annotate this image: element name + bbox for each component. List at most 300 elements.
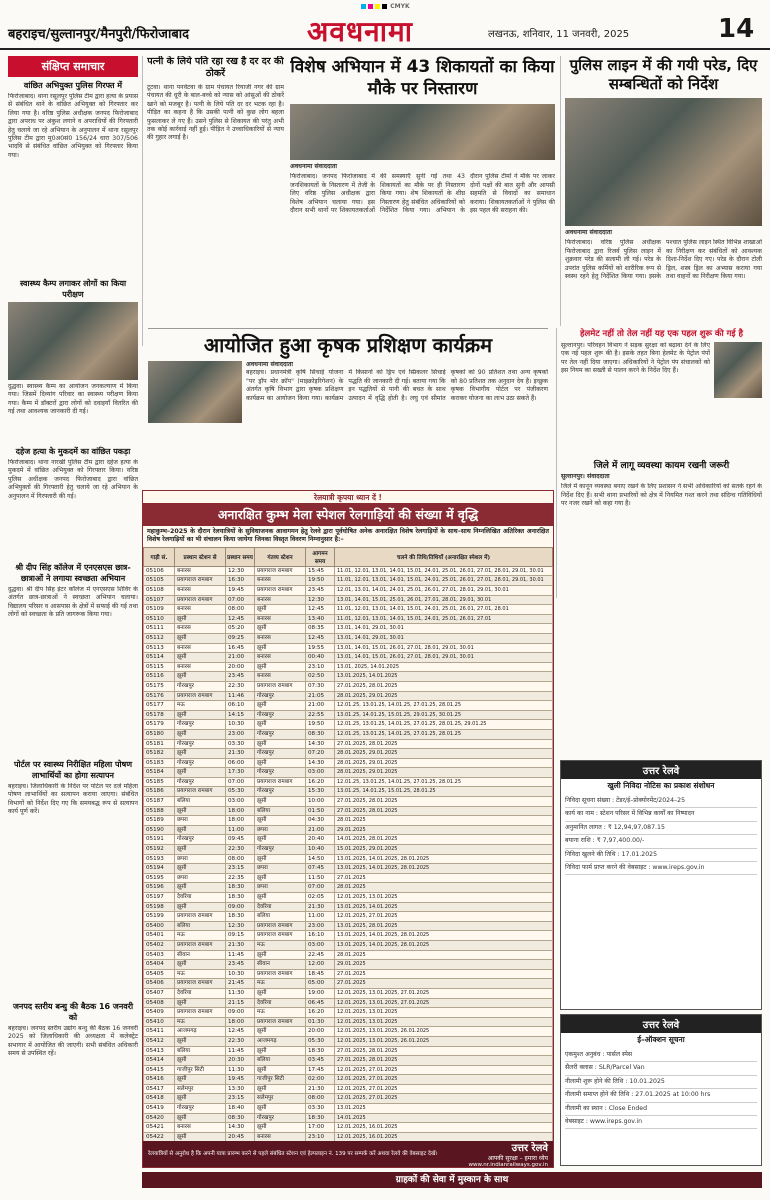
table-cell: 12:45 [306, 605, 335, 615]
cyan-swatch [361, 4, 366, 9]
table-cell: 05414 [144, 1056, 175, 1066]
table-cell: 10:00 [306, 797, 335, 807]
table-cell: 13.01, 14.01, 29.01, 30.01 [335, 624, 553, 634]
table-cell: मऊ [255, 940, 306, 950]
table-cell: बनारस [255, 1132, 306, 1142]
table-cell: 08:00 [226, 605, 255, 615]
table-cell: 06:10 [226, 701, 255, 711]
railway-banner-title: अनारक्षित कुम्भ मेला स्पेशल रेलगाड़ियों की संख्या में वृद्धि [143, 503, 553, 526]
brief4-text: दुद्धवा। श्री दीप सिंह इंटर कॉलेज में एनएसएस शिविर के अंतर्गत छात्र-छात्राओं ने स्वच्छता अभियान चलाया। विद्यालय परिसर व आसपास के क्षेत्रों में सफाई की गई तथा लोगों को स्वच्छता के प्रति जागरूक किया गया। [8, 586, 138, 619]
table-cell: 11:46 [226, 691, 255, 701]
railway-intro: महाकुम्भ–2025 के दौरान रेलयात्रियों के सुविधाजनक आवागमन हेतु रेलवे द्वारा पूर्वघोषित अनेक अनारक्षित विशेष रेलगाड़ियों के साथ–साथ निम्नलिखित अतिरिक्त अनारक्षित विशेष रेलगाड़ियों का भी संचालन किया जायेगा जिनका विस्तृत विवरण निम्नानुसार है:– [147, 528, 549, 544]
table-row [144, 797, 553, 807]
table-cell: 21:15 [226, 998, 255, 1008]
table-cell: प्रयागराज रामबाग [255, 586, 306, 596]
left-column [8, 56, 138, 1166]
tender1-line: कार्य का नाम : स्टेशन परिसर में विभिन्न कार्यों का निष्पादन [565, 808, 757, 821]
table-row [144, 883, 553, 893]
table-row [144, 1027, 553, 1037]
table-cell: गोरखपुर [175, 758, 226, 768]
table-cell: 12:30 [226, 921, 255, 931]
table-cell: झूसी [175, 960, 226, 970]
table-cell: 18:30 [226, 893, 255, 903]
table-cell: 19:55 [306, 643, 335, 653]
table-cell: गोरखपुर [175, 1104, 226, 1114]
table-cell: बनारस [175, 1123, 226, 1133]
table-row [144, 1075, 553, 1085]
column-2 [142, 56, 284, 346]
table-cell: 22:30 [226, 1036, 255, 1046]
table-cell: 05420 [144, 1113, 175, 1123]
col-header: प्रस्थान समय [226, 547, 255, 566]
table-cell: सीवान [175, 950, 226, 960]
table-cell: 05:00 [306, 979, 335, 989]
table-cell: मऊ [255, 979, 306, 989]
table-cell: 05419 [144, 1104, 175, 1114]
table-cell: 18:00 [226, 806, 255, 816]
table-cell: झूसी [255, 893, 306, 903]
table-cell: 14:30 [226, 1123, 255, 1133]
camp-photo [8, 302, 138, 380]
table-cell: 05190 [144, 825, 175, 835]
table-cell: 13.01.2025 [335, 1104, 553, 1114]
table-row [144, 566, 553, 576]
table-cell: 11:30 [226, 988, 255, 998]
table-row [144, 940, 553, 950]
table-cell: झूसी [255, 605, 306, 615]
table-row [144, 1017, 553, 1027]
masthead-cities: बहराइच/सुल्तानपुर/मैनपुरी/फिरोजाबाद [8, 27, 190, 42]
tender-notice-1 [560, 760, 762, 1010]
table-cell: 05401 [144, 931, 175, 941]
table-cell: 07:00 [226, 595, 255, 605]
table-cell: 12:30 [306, 595, 335, 605]
table-cell: झूसी [175, 845, 226, 855]
table-row [144, 893, 553, 903]
table-cell: 23:00 [226, 729, 255, 739]
table-cell: 20:45 [226, 1132, 255, 1142]
table-cell: 05114 [144, 653, 175, 663]
table-row [144, 777, 553, 787]
tender1-line: बयाना राशि : ₹ 7,97,400.00/- [565, 835, 757, 848]
table-cell: बलिया [255, 806, 306, 816]
table-cell: बलिया [255, 912, 306, 922]
table-cell: 05413 [144, 1046, 175, 1056]
table-row [144, 1113, 553, 1123]
table-cell: 12.01.2025, 16.01.2025 [335, 1123, 553, 1133]
table-cell: बनारस [175, 662, 226, 672]
table-cell: बलिया [255, 1056, 306, 1066]
tender2-line: एकमुश्त अनुबंध : पार्सल स्पेस [565, 1049, 757, 1062]
table-cell: 12.01.25, 13.01.25, 14.01.25, 27.01.25, 28.01.25 [335, 777, 553, 787]
table-cell: 09:25 [226, 633, 255, 643]
table-cell: 12:45 [226, 1027, 255, 1037]
table-cell: 05177 [144, 701, 175, 711]
table-cell: 18:30 [306, 1046, 335, 1056]
table-cell: 13.01.2025, 14.01.2025, 28.01.2025 [335, 854, 553, 864]
col-header: गंतव्य स्टेशन [255, 547, 306, 566]
table-cell: 18:30 [226, 912, 255, 922]
table-cell: गोरखपुर [255, 729, 306, 739]
table-cell: 19:50 [306, 720, 335, 730]
table-cell: 28.01.2025, 29.01.2025 [335, 749, 553, 759]
table-cell: 13.01, 14.01, 15.01, 25.01, 26.01, 27.01, 28.01, 29.01, 30.01 [335, 595, 553, 605]
story5-headline: जिले में लागू व्यवस्था कायम रखनी जरूरी [593, 461, 730, 471]
table-cell: 05116 [144, 672, 175, 682]
table-cell: गोरखपुर [255, 787, 306, 797]
table-cell: 03:00 [226, 797, 255, 807]
brief2-text: दुद्धवा। स्वास्थ्य कैम्प का आयोजन जनकल्याण में किया गया। जिसमें दिव्यांग परिवार का स्वास्थ्य परीक्षण किया गया। कैम्प में डॉक्टरों द्वारा लोगों को दवाइयाँ वितरित की गई तथा आवश्यक जानकारी दी गई। [8, 383, 138, 416]
table-cell: 13.01, 14.01, 29.01, 30.01 [335, 633, 553, 643]
table-cell: 13.01, 14.01, 15.01, 26.01, 27.01, 28.01, 29.01, 30.01 [335, 643, 553, 653]
table-cell: 05175 [144, 681, 175, 691]
table-cell: गोरखपुर [175, 835, 226, 845]
table-cell: सलेमपुर [255, 1094, 306, 1104]
table-row [144, 720, 553, 730]
table-cell: 09:00 [226, 902, 255, 912]
story-complaints [290, 56, 555, 326]
table-cell: झूसी [255, 643, 306, 653]
table-cell: 23:45 [226, 960, 255, 970]
table-cell: 12.01.2025, 13.01.2025 [335, 893, 553, 903]
table-cell: बनारस [255, 576, 306, 586]
table-cell: बलिया [175, 797, 226, 807]
table-cell: 19:00 [306, 988, 335, 998]
table-cell: 28.01.2025, 29.01.2025 [335, 691, 553, 701]
table-cell: 05:30 [306, 1036, 335, 1046]
railway-advertisement [142, 490, 554, 1168]
table-cell: 05195 [144, 873, 175, 883]
table-cell: 13.01, 2025, 14.01.2025 [335, 662, 553, 672]
table-cell: 12:45 [306, 633, 335, 643]
table-cell: 05192 [144, 845, 175, 855]
table-cell: 21:05 [306, 691, 335, 701]
table-cell: देवरिया [175, 988, 226, 998]
table-cell: बनारस [175, 605, 226, 615]
table-cell: झूसी [175, 883, 226, 893]
table-cell: 01:30 [306, 1017, 335, 1027]
table-cell: 05106 [144, 566, 175, 576]
table-cell: 05408 [144, 998, 175, 1008]
table-cell: 05187 [144, 797, 175, 807]
table-cell: 08:35 [306, 624, 335, 634]
table-cell: प्रयागराज रामबाग [175, 595, 226, 605]
table-cell: 05197 [144, 893, 175, 903]
table-cell: प्रयागराज रामबाग [175, 979, 226, 989]
table-cell: 08:00 [226, 854, 255, 864]
railway-tagline: आपकी सुरक्षा – हमारा ध्येय [487, 1155, 548, 1162]
table-cell: प्रयागराज रामबाग [255, 921, 306, 931]
story3-byline: अवधनामा संवाददाता [246, 361, 293, 368]
cmyk-marks [0, 3, 770, 10]
table-row [144, 681, 553, 691]
tender2-line: नीलामी समाप्त होने की तिथि : 27.01.2025 at 10:00 hrs [565, 1089, 757, 1102]
table-cell: प्रयागराज रामबाग [175, 940, 226, 950]
tender1-line: निविदा खुलने की तिथि : 17.01.2025 [565, 849, 757, 862]
table-cell: 05421 [144, 1123, 175, 1133]
story1-headline: विशेष अभियान में 43 शिकायतों का किया मौके पर निस्तारण [290, 57, 555, 99]
tender1-org: उत्तर रेलवे [561, 761, 761, 779]
table-cell: 05109 [144, 605, 175, 615]
table-cell: गोरखपुर [255, 749, 306, 759]
table-cell: झूसी [255, 758, 306, 768]
table-cell: 02:05 [306, 893, 335, 903]
table-cell: 05111 [144, 624, 175, 634]
brief6-title: जनपद स्तरीय बन्धु की बैठक 16 जनवरी को [12, 1002, 134, 1022]
table-cell: 13.01.2025, 14.01.2025, 28.01.2025 [335, 864, 553, 874]
brief3-title: दहेज हत्या के मुकदमें का वांछित पकड़ा [15, 447, 131, 456]
table-cell: 03:00 [306, 768, 335, 778]
table-cell: झूसी [255, 797, 306, 807]
table-cell: प्रयागराज रामबाग [255, 969, 306, 979]
table-cell: प्रयागराज रामबाग [175, 1008, 226, 1018]
table-cell: 13:30 [226, 1084, 255, 1094]
tender1-lines [561, 793, 761, 877]
table-cell: बनारस [175, 566, 226, 576]
table-cell: आजमगढ़ [175, 1027, 226, 1037]
table-row [144, 624, 553, 634]
table-cell: 28.01.2025, 29.01.2025 [335, 768, 553, 778]
table-cell: 14.01.2025, 28.01.2025 [335, 835, 553, 845]
table-cell: 28.01.2025 [335, 816, 553, 826]
table-row [144, 921, 553, 931]
table-cell: 18:40 [226, 1104, 255, 1114]
table-cell: 11:45 [226, 1046, 255, 1056]
table-row [144, 787, 553, 797]
table-cell: 08:30 [226, 1113, 255, 1123]
table-cell: झूसी [255, 1027, 306, 1037]
table-cell: 11.01, 12.01, 13.01, 14.01, 15.01, 24.01, 25.01, 26.01, 27.01 [335, 614, 553, 624]
table-cell: 12.01.2025, 13.01.2025, 26.01.2025 [335, 1036, 553, 1046]
story2-byline: अवधनामा संवाददाता [565, 229, 612, 236]
table-cell: 05182 [144, 749, 175, 759]
table-cell: झूसी [175, 749, 226, 759]
tender2-line: नीलामी शुरू होने की तिथि : 10.01.2025 [565, 1076, 757, 1089]
tender2-line: सैलरी क्लास : SLR/Parcel Van [565, 1062, 757, 1075]
railway-website: www.nr.indianrailways.gov.in [468, 1162, 548, 1168]
table-cell: 11.01, 12.01, 13.01, 14.01, 15.01, 24.01, 25.01, 26.01, 27.01, 28.01, 29.01, 30.01 [335, 566, 553, 576]
table-cell: 21:30 [226, 940, 255, 950]
table-cell: 14:30 [306, 739, 335, 749]
table-cell: 23:45 [226, 672, 255, 682]
table-cell: झूसी [175, 729, 226, 739]
story3-photo [148, 361, 242, 423]
table-cell: 20:00 [226, 662, 255, 672]
table-cell: 23:10 [306, 1132, 335, 1142]
table-row [144, 998, 553, 1008]
table-cell: बनारस [255, 653, 306, 663]
table-cell: 05181 [144, 739, 175, 749]
table-cell: 05199 [144, 912, 175, 922]
table-row [144, 1046, 553, 1056]
table-cell: गोरखपुर [255, 1113, 306, 1123]
table-cell: झूसी [175, 1094, 226, 1104]
table-cell: 12.01.2025, 27.01.2025 [335, 1065, 553, 1075]
table-cell: 16:10 [306, 931, 335, 941]
table-cell: सलेमपुर [175, 1084, 226, 1094]
table-row [144, 1094, 553, 1104]
table-cell: झूसी [175, 806, 226, 816]
table-cell: झूसी [255, 1123, 306, 1133]
table-row [144, 979, 553, 989]
table-cell: 28.01.2025, 29.01.2025 [335, 758, 553, 768]
table-cell: 05178 [144, 710, 175, 720]
table-cell: 13.01.2025, 14.01.2025 [335, 902, 553, 912]
table-cell: 07:20 [306, 749, 335, 759]
table-cell: झूसी [255, 701, 306, 711]
table-row [144, 633, 553, 643]
table-row [144, 758, 553, 768]
story1-text: फिरोजाबाद। जनपद फिरोजाबाद में जनशिकायतों के निस्तारण में तेजी के लिए वरिष्ठ पुलिस अधीक्षक द्वारा विशेष अभियान चलाया गया। इस दौरान सभी थानों पर शिकायतकर्ताओं की समस्याएँ सुनी गईं तथा 43 शिकायतों का मौके पर ही निस्तारण किया गया। शेष शिकायतों के शीघ्र निस्तारण हेतु संबंधित अधिकारियों को निर्देशित किया गया। अभियान के दौरान पुलिस टीमों ने मौके पर जाकर दोनों पक्षों की बात सुनी और आपसी सहमति से विवादों का समाधान कराया। शिकायतकर्ताओं ने पुलिस की इस पहल की सराहना की। [290, 173, 555, 215]
table-cell: 13.01.2025, 28.01.2025 [335, 921, 553, 931]
table-cell: 18:00 [226, 1017, 255, 1027]
table-cell: 05183 [144, 758, 175, 768]
parade-photo [565, 98, 762, 226]
table-cell: 11:30 [226, 1065, 255, 1075]
table-cell: 19:45 [226, 1075, 255, 1085]
table-cell: 05107 [144, 595, 175, 605]
table-cell: गोरखपुर [175, 739, 226, 749]
table-cell: बनारस [255, 633, 306, 643]
brief4-title: श्री दीप सिंह कॉलेज में एनएसएस छात्र-छात्राओं ने लगाया स्वच्छता अभियान [15, 563, 131, 583]
table-cell: झूसी [255, 816, 306, 826]
table-row [144, 691, 553, 701]
table-cell: झूसी [255, 988, 306, 998]
table-cell: 11:00 [226, 825, 255, 835]
table-cell: 21:30 [306, 902, 335, 912]
table-cell: 18:30 [306, 1113, 335, 1123]
table-cell: 05400 [144, 921, 175, 931]
table-cell: 05110 [144, 614, 175, 624]
table-cell: 05184 [144, 768, 175, 778]
table-row [144, 950, 553, 960]
table-cell: 05176 [144, 691, 175, 701]
story4-text: सुल्तानपुर। परिवहन विभाग ने सड़क सुरक्षा को बढ़ावा देने के लिए एक नई पहल शुरू की है। इसके तहत बिना हेलमेट के पेट्रोल पंपों पर तेल नहीं दिया जाएगा। अधिकारियों ने पेट्रोल पंप संचालकों को इस नियम का सख्ती से पालन करने के निर्देश दिए हैं। [561, 342, 710, 375]
table-cell: 21:00 [226, 653, 255, 663]
table-cell: झूसी [175, 768, 226, 778]
table-cell: 15.01.2025, 29.01.2025 [335, 845, 553, 855]
table-cell: 08:30 [306, 729, 335, 739]
table-cell: झूसी [255, 854, 306, 864]
table-cell: 12.01.25, 13.01.25, 14.01.25, 27.01.25, 28.01.25, 29.01.25 [335, 720, 553, 730]
table-cell: 12.01.2025, 13.01.2025, 27.01.2025 [335, 988, 553, 998]
table-cell: 05417 [144, 1084, 175, 1094]
table-cell: गोरखपुर [255, 768, 306, 778]
table-cell: 05112 [144, 633, 175, 643]
table-cell: 17:30 [226, 768, 255, 778]
table-row [144, 912, 553, 922]
table-row [144, 988, 553, 998]
table-cell: मऊ [255, 1008, 306, 1018]
table-row [144, 653, 553, 663]
table-cell: 07:30 [306, 681, 335, 691]
table-cell: गाजीपुर सिटी [255, 1075, 306, 1085]
train-table-body [144, 566, 553, 1142]
table-cell: 05185 [144, 777, 175, 787]
table-row [144, 1065, 553, 1075]
table-row [144, 729, 553, 739]
table-cell: 12:45 [226, 614, 255, 624]
table-row [144, 873, 553, 883]
table-cell: 03:45 [306, 1056, 335, 1066]
table-cell: 05416 [144, 1075, 175, 1085]
table-cell: छपरा [255, 825, 306, 835]
table-cell: बनारस [255, 614, 306, 624]
table-cell: 05403 [144, 950, 175, 960]
col-header: चलने की तिथि/तिथियाँ (अनारक्षित स्पेशल में) [335, 547, 553, 566]
tender1-line: अनुमानित लागत : ₹ 12,94,97,087.15 [565, 822, 757, 835]
table-cell: 05406 [144, 979, 175, 989]
table-cell: 05193 [144, 854, 175, 864]
table-cell: 21:30 [306, 1084, 335, 1094]
table-cell: गोरखपुर [175, 720, 226, 730]
table-cell: 29.01.2025 [335, 960, 553, 970]
table-cell: 12.01.2025, 13.01.2025 [335, 1008, 553, 1018]
table-cell: झूसी [175, 1132, 226, 1142]
table-cell: छपरा [175, 816, 226, 826]
table-cell: 05422 [144, 1132, 175, 1142]
table-cell: 05188 [144, 806, 175, 816]
table-cell: छपरा [255, 883, 306, 893]
table-cell: सीवान [255, 960, 306, 970]
table-cell: 14:50 [306, 854, 335, 864]
table-row [144, 1123, 553, 1133]
brief1-text: फिरोजाबाद। थाना रसूलपुर पुलिस टीम द्वारा हत्या के प्रयास से संबंधित थाने के वांछित अभियुक्त को गिरफ्तार कर लिया गया है। वरिष्ठ पुलिस अधीक्षक जनपद फिरोजाबाद द्वारा अपराध पर अंकुश लगाने व अपराधियों की गिरफ्तारी हेतु चलाये जा रहे अभियान के अनुपालन में थाना रसूलपुर पुलिस टीम द्वारा मु0अ0सं0 156/24 धारा 307/506 भादवि से संबंधित वांछित अभियुक्त को गिरफ्तार किया गया। [8, 93, 138, 159]
table-cell: 20:30 [226, 1056, 255, 1066]
table-cell: प्रयागराज रामबाग [255, 1017, 306, 1027]
table-cell: 16:20 [306, 1008, 335, 1018]
table-cell: 06:45 [306, 998, 335, 1008]
table-row [144, 710, 553, 720]
table-cell: 05196 [144, 883, 175, 893]
table-row [144, 701, 553, 711]
table-cell: 12.01.25, 13.01.25, 14.01.25, 27.01.25, 28.01.25 [335, 729, 553, 739]
table-row [144, 1036, 553, 1046]
table-cell: 28.01.2025 [335, 883, 553, 893]
table-cell: 15:45 [306, 566, 335, 576]
table-cell: 05418 [144, 1094, 175, 1104]
table-cell: 27.01.2025, 28.01.2025 [335, 797, 553, 807]
table-cell: 12.01.2025, 13.01.2025, 26.01.2025 [335, 1027, 553, 1037]
tender2-line: नीलामी का स्थान : Close Ended [565, 1103, 757, 1116]
table-row [144, 1056, 553, 1066]
table-cell: गोरखपुर [255, 845, 306, 855]
table-cell: 01:50 [306, 806, 335, 816]
table-row [144, 739, 553, 749]
table-row [144, 576, 553, 586]
table-cell: 07:00 [306, 883, 335, 893]
table-cell: झूसी [255, 873, 306, 883]
table-cell: 22:30 [226, 681, 255, 691]
table-row [144, 586, 553, 596]
table-cell: 03:00 [306, 940, 335, 950]
table-row [144, 969, 553, 979]
table-cell: 07:00 [226, 777, 255, 787]
table-cell: 27.01.2025, 28.01.2025 [335, 806, 553, 816]
table-cell: मऊ [175, 969, 226, 979]
table-cell: 21:00 [306, 825, 335, 835]
table-cell: बनारस [175, 586, 226, 596]
table-cell: 13.01.2025, 14.01.2025, 28.01.2025 [335, 940, 553, 950]
table-cell: झूसी [175, 1036, 226, 1046]
table-cell: मऊ [175, 931, 226, 941]
table-cell: 10:40 [306, 845, 335, 855]
table-cell: 05402 [144, 940, 175, 950]
right-stories [556, 328, 762, 598]
table-row [144, 614, 553, 624]
table-cell: 10:30 [226, 720, 255, 730]
tender-notice-2 [560, 1014, 762, 1166]
